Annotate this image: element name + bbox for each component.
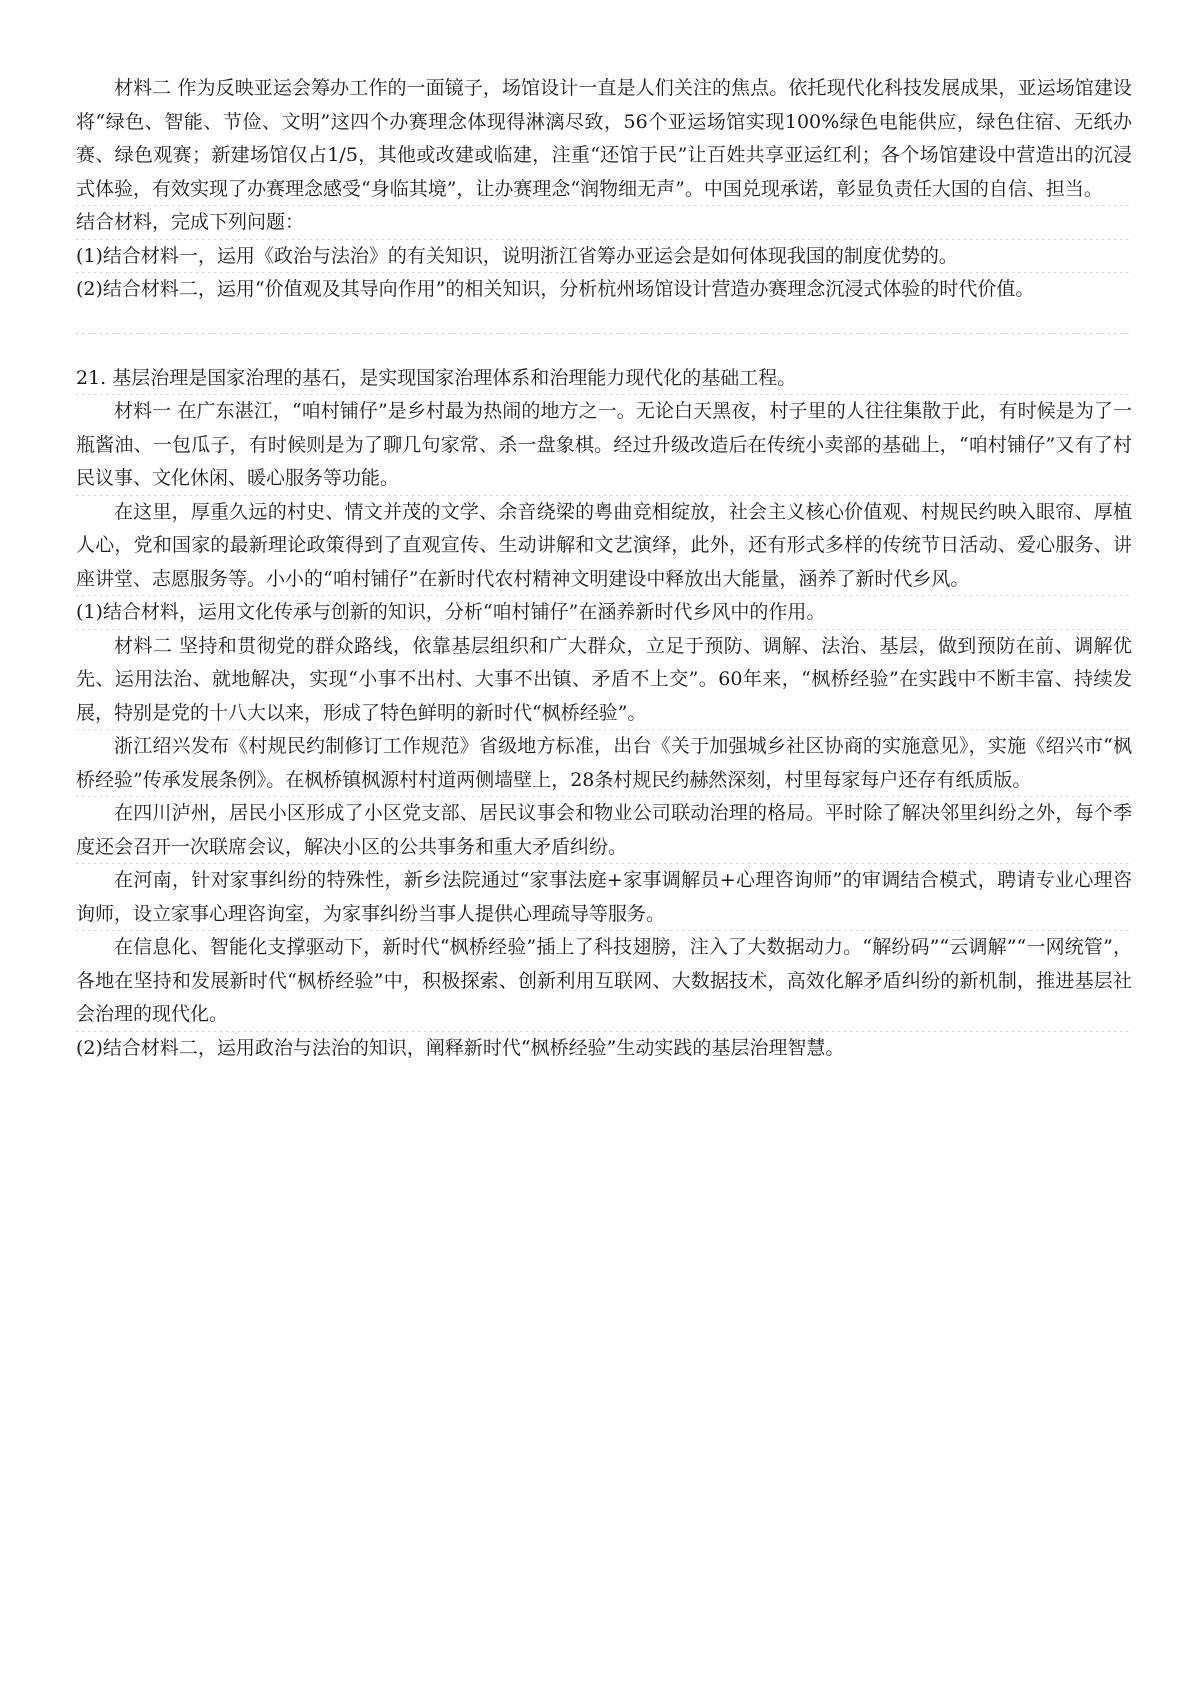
sub-question-2: (2)结合材料二，运用“价值观及其导向作用”的相关知识，分析杭州场馆设计营造办赛理念沉浸式体验的时代价值。 [76,278,1035,300]
material-2-paragraph-5: 在信息化、智能化支撑驱动下，新时代“枫桥经验”插上了科技翅膀，注入了大数据动力。“解纷码”“云调解”“一网统管”，各地在坚持和发展新时代“枫桥经验”中，积极探索、创新利用互联网、大数据技术，高效化解矛盾纠纷的新机制，推进基层社会治理的现代化。 [76,931,1132,1032]
material-2-paragraph: 材料二 作为反映亚运会筹办工作的一面镜子，场馆设计一直是人们关注的焦点。依托现代化科技发展成果，亚运场馆建设将“绿色、智能、节俭、文明”这四个办赛理念体现得淋漓尽致，56个亚运场馆实现100%绿色电能供应，绿色住宿、无纸办赛、绿色观赛；新建场馆仅占1/5，其他或改建或临建，注重“还馆于民”让百姓共享亚运红利；各个场馆建设中营造出的沉浸式体验，有效实现了办赛理念感受“身临其境”，让办赛理念“润物细无声”。中国兑现承诺，彰显负责任大国的自信、担当。 [76,72,1132,206]
sub-question-1: (1)结合材料一，运用《政治与法治》的有关知识，说明浙江省筹办亚运会是如何体现我国的制度优势的。 [76,240,1132,274]
sub-question-1: (1)结合材料，运用文化传承与创新的知识，分析“咱村铺仔”在涵养新时代乡风中的作用。 [76,596,1132,630]
material-2-paragraph-3: 在四川泸州，居民小区形成了小区党支部、居民议事会和物业公司联动治理的格局。平时除了解决邻里纠纷之外，每个季度还会召开一次联席会议，解决小区的公共事务和重大矛盾纠纷。 [76,797,1132,864]
question-20-continued [76,72,1132,307]
instruction-text: 结合材料，完成下列问题： [76,206,1132,240]
sub-question-2: (2)结合材料二，运用政治与法治的知识，阐释新时代“枫桥经验”生动实践的基层治理智慧。 [76,1036,845,1059]
material-1-paragraph-1: 材料一 在广东湛江，“咱村铺仔”是乡村最为热闹的地方之一。无论白天黑夜，村子里的人往往集散于此，有时候是为了一瓶酱油、一包瓜子，有时候则是为了聊几句家常、杀一盘象棋。经过升级改造后在传统小卖部的基础上，“咱村铺仔”又有了村民议事、文化休闲、暖心服务等功能。 [76,395,1132,496]
material-2-paragraph-2: 浙江绍兴发布《村规民约制修订工作规范》省级地方标准，出台《关于加强城乡社区协商的实施意见》，实施《绍兴市“枫桥经验”传承发展条例》。在枫桥镇枫源村村道两侧墙壁上，28条村规民约赫然深刻，村里每家每户还存有纸质版。 [76,730,1132,797]
question-title: 21. 基层治理是国家治理的基石，是实现国家治理体系和治理能力现代化的基础工程。 [76,362,1132,396]
exam-page [76,72,1132,1065]
question-21 [76,362,1132,1066]
material-1-paragraph-2: 在这里，厚重久远的村史、情文并茂的文学、余音绕梁的粤曲竞相绽放，社会主义核心价值观、村规民约映入眼帘、厚植人心，党和国家的最新理论政策得到了直观宣传、生动讲解和文艺演绎，此外，还有形式多样的传统节日活动、爱心服务、讲座讲堂、志愿服务等。小小的“咱村铺仔”在新时代农村精神文明建设中释放出大能量，涵养了新时代乡风。 [76,496,1132,597]
section-divider [76,333,1132,334]
material-2-paragraph-4: 在河南，针对家事纠纷的特殊性，新乡法院通过“家事法庭+家事调解员+心理咨询师”的审调结合模式，聘请专业心理咨询师，设立家事心理咨询室，为家事纠纷当事人提供心理疏导等服务。 [76,864,1132,931]
material-2-paragraph-1: 材料二 坚持和贯彻党的群众路线，依靠基层组织和广大群众，立足于预防、调解、法治、基层，做到预防在前、调解优先、运用法治、就地解决，实现“小事不出村、大事不出镇、矛盾不上交”。60年来，“枫桥经验”在实践中不断丰富、持续发展，特别是党的十八大以来，形成了特色鲜明的新时代“枫桥经验”。 [76,630,1132,731]
